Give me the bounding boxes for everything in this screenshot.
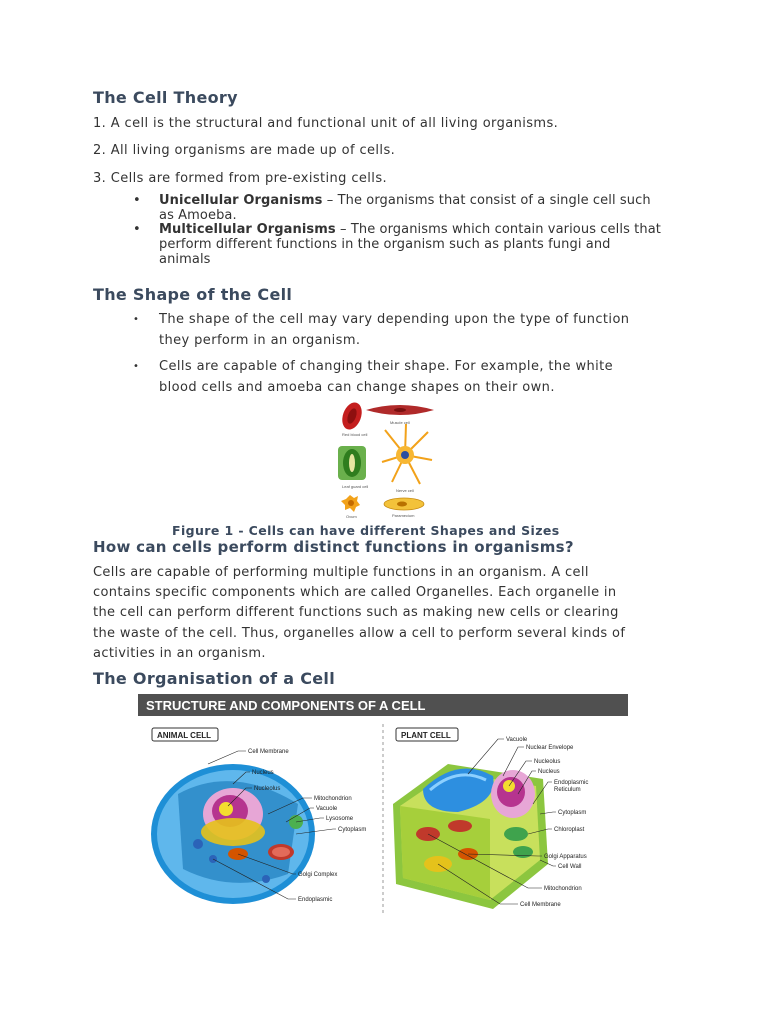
animal-label: Vacuole [316,806,338,812]
plant-label: Nucleolus [534,759,561,765]
plant-label: Cytoplasm [558,810,587,816]
list-item-multicellular [133,222,661,267]
cell-structure-diagram [138,694,628,918]
paragraph-line: contains specific components which are called Organelles. Each organelle in [93,585,617,601]
bullet-line: they perform in an organism. [159,332,361,348]
list-item-shape-1 [133,310,630,351]
label-nerve: Nerve cell [396,488,414,493]
label-rbc: Red blood cell [342,432,368,437]
definition-line: – The organisms which contain various cells that [335,222,661,237]
bullet-icon: • [133,314,140,325]
paragraph-line: the waste of the cell. Thus, organelles allow a cell to perform several kinds of [93,625,626,641]
diagram-title: STRUCTURE AND COMPONENTS OF A CELL [146,698,426,713]
animal-label: Nucleus [252,770,274,776]
definition-line: animals [159,252,211,267]
functions-heading: How can cells perform distinct functions in organisms? [93,538,574,556]
functions-paragraph [93,563,673,664]
plant-label: Chloroplast [554,827,585,833]
plant-cell-illustration [393,764,548,909]
shape-heading: The Shape of the Cell [93,285,293,304]
cell-theory-point-2: 2. All living organisms are made up of cells. [93,143,396,158]
label-paramecium: Paramecium [392,513,415,518]
term-multicellular: Multicellular Organisms [159,222,336,237]
animal-label: Cytoplasm [338,827,367,833]
definition-line: as Amoeba. [159,208,237,223]
paragraph-line: Cells are capable of performing multiple functions in an organism. A cell [93,565,589,580]
plant-label: Endoplasmic [554,780,589,786]
animal-label: Nucleolus [254,786,281,792]
cell-theory-point-1: 1. A cell is the structural and functional unit of all living organisms. [93,116,559,131]
animal-label: Golgi Complex [298,872,338,878]
bullet-line: Cells are capable of changing their shape. For example, the white [159,359,614,374]
animal-cell-title: ANIMAL CELL [157,731,212,740]
plant-label: Golgi Apparatus [544,854,587,860]
plant-label: Nuclear Envelope [526,745,574,751]
plant-cell-title: PLANT CELL [401,731,451,740]
paragraph-line: activities in an organism. [93,645,266,661]
definition-line: – The organisms that consist of a single cell such [322,193,651,208]
bullet-icon: • [133,222,141,237]
label-muscle: Muscle cell [390,420,410,425]
label-leaf: Leaf guard cell [342,484,369,489]
bullet-line: The shape of the cell may vary depending upon the type of function [159,312,630,327]
cell-shapes-figure [330,400,440,520]
term-unicellular: Unicellular Organisms [159,193,323,208]
definition-line: perform different functions in the organism such as plants fungi and [159,237,611,252]
list-item-shape-2 [133,357,614,398]
plant-label: Reticulum [554,787,581,793]
label-ovum: Ovum [346,514,357,519]
animal-cell-illustration [151,764,315,904]
plant-label: Cell Membrane [520,902,561,908]
plant-label: Cell Wall [558,864,582,870]
animal-label: Endoplasmic [298,897,333,903]
plant-label: Vacuole [506,737,528,743]
bullet-icon: • [133,193,141,208]
plant-label: Nucleus [538,769,560,775]
animal-label: Mitochondrion [314,796,352,802]
animal-label: Cell Membrane [248,749,289,755]
plant-label: Mitochondrion [544,886,582,892]
bullet-line: blood cells and amoeba can change shapes on their own. [159,379,555,395]
cell-theory-heading: The Cell Theory [93,88,238,107]
paragraph-line: the cell can perform different functions such as making new cells or clearing [93,605,619,621]
animal-label: Lysosome [326,816,354,822]
bullet-icon: • [133,361,140,372]
organisation-heading: The Organisation of a Cell [93,669,336,688]
cell-theory-point-3: 3. Cells are formed from pre-existing cells. [93,171,388,186]
list-item-unicellular [133,193,651,223]
figure-caption: Figure 1 - Cells can have different Shapes and Sizes [172,523,560,538]
